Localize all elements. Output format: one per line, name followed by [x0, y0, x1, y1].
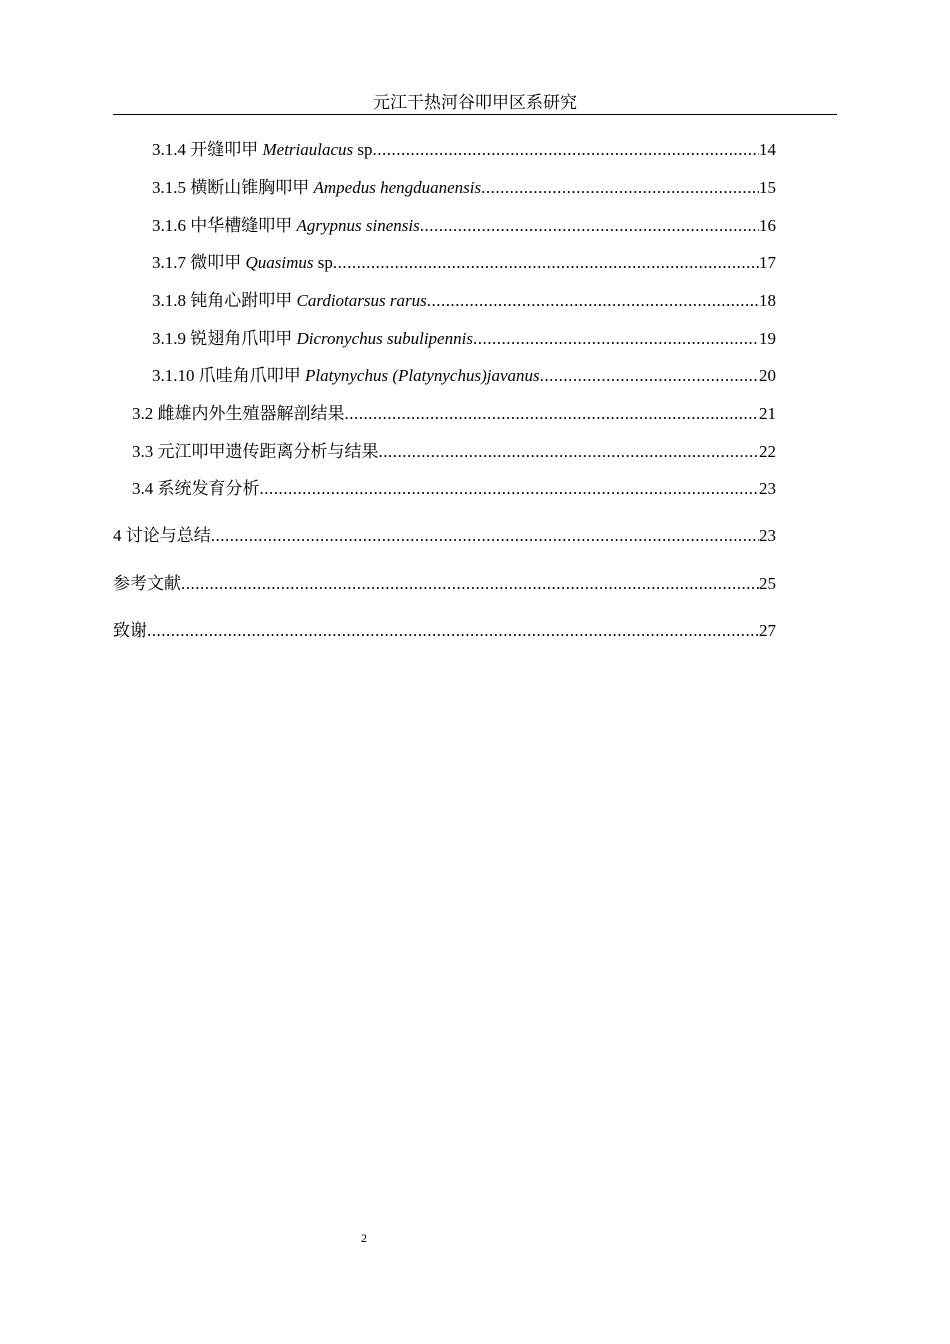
toc-entry-page: 27 — [759, 621, 776, 640]
toc-entry-label — [152, 250, 333, 276]
toc-entry-page: 22 — [759, 442, 776, 461]
toc-entry-number: 3.3 — [132, 442, 154, 461]
toc-entry-label — [132, 439, 379, 465]
toc-entry-latin: Dicronychus subulipennis — [296, 329, 473, 348]
toc-entry[interactable] — [152, 175, 776, 201]
toc-entry-latin: Cardiotarsus rarus — [296, 291, 427, 310]
toc-entry-label — [132, 401, 345, 427]
toc-entry-page: 18 — [759, 291, 776, 310]
toc-entry[interactable] — [152, 213, 776, 239]
toc-entry-page: 16 — [759, 216, 776, 235]
toc-entry[interactable] — [113, 571, 776, 597]
toc-entry[interactable] — [152, 137, 776, 163]
toc-entry-label — [152, 363, 540, 389]
toc-entry[interactable] — [113, 523, 776, 549]
toc-dot-leader — [481, 175, 759, 201]
toc-entry-page: 25 — [759, 574, 776, 593]
toc-entry-page: 19 — [759, 329, 776, 348]
toc-entry-number: 3.1.8 — [152, 291, 186, 310]
toc-entry-number: 3.1.9 — [152, 329, 186, 348]
toc-entry-page: 20 — [759, 366, 776, 385]
toc-dot-leader — [473, 326, 759, 352]
toc-entry-page: 14 — [759, 140, 776, 159]
toc-entry-page: 21 — [759, 404, 776, 423]
toc-entry-page: 17 — [759, 253, 776, 272]
toc-entry-suffix: sp — [313, 253, 333, 272]
toc-dot-leader — [333, 250, 759, 276]
toc-entry-title: 微叩甲 — [190, 253, 242, 272]
toc-entry-number: 3.1.6 — [152, 216, 186, 235]
toc-entry-label — [113, 523, 211, 549]
toc-entry-label — [132, 476, 260, 502]
toc-entry-title: 元江叩甲遗传距离分析与结果 — [157, 442, 379, 461]
toc-entry-number: 3.1.10 — [152, 366, 195, 385]
toc-dot-leader — [345, 401, 760, 427]
toc-entry-page: 23 — [759, 526, 776, 545]
toc-entry-title: 雌雄内外生殖器解剖结果 — [157, 404, 345, 423]
toc-entry-latin: Quasimus — [245, 253, 314, 272]
toc-entry[interactable] — [152, 288, 776, 314]
toc-entry-title: 爪哇角爪叩甲 — [198, 366, 301, 385]
page-number: 2 — [361, 1231, 367, 1245]
toc-entry-page: 15 — [759, 178, 776, 197]
toc-dot-leader — [181, 571, 759, 597]
toc-entry[interactable] — [132, 401, 776, 427]
toc-entry-label — [152, 137, 373, 163]
toc-entry-number: 3.1.7 — [152, 253, 186, 272]
toc-entry-label — [113, 618, 147, 644]
toc-entry[interactable] — [132, 476, 776, 502]
toc-dot-leader — [379, 439, 760, 465]
toc-entry-title: 锐翅角爪叩甲 — [190, 329, 293, 348]
toc-dot-leader — [373, 137, 759, 163]
toc-entry-number: 3.1.5 — [152, 178, 186, 197]
toc-entry-latin: Ampedus hengduanensis — [313, 178, 482, 197]
toc-entry[interactable] — [152, 250, 776, 276]
toc-entry-label — [152, 213, 420, 239]
toc-dot-leader — [211, 523, 759, 549]
toc-entry[interactable] — [132, 439, 776, 465]
toc-entry[interactable] — [113, 618, 776, 644]
toc-entry-latin: Platynychus (Platynychus)javanus — [305, 366, 540, 385]
toc-entry-number: 4 — [113, 526, 122, 545]
toc-dot-leader — [427, 288, 759, 314]
toc-dot-leader — [147, 618, 759, 644]
running-header — [113, 92, 837, 115]
toc-entry-latin: Metriaulacus — [262, 140, 354, 159]
toc-entry-page: 23 — [759, 479, 776, 498]
toc-entry-label — [152, 326, 473, 352]
toc-entry-title: 钝角心跗叩甲 — [190, 291, 293, 310]
toc-entry-label — [152, 175, 481, 201]
toc-entry-label — [113, 571, 181, 597]
toc-entry-title: 讨论与总结 — [125, 526, 211, 545]
toc-entry-suffix: sp — [353, 140, 373, 159]
toc-entry-number: 3.4 — [132, 479, 154, 498]
toc-entry-title: 系统发育分析 — [157, 479, 260, 498]
toc-entry-latin: Agrypnus sinensis — [296, 216, 420, 235]
toc-entry[interactable] — [152, 363, 776, 389]
toc-dot-leader — [420, 213, 759, 239]
toc-entry-number: 3.2 — [132, 404, 154, 423]
toc-entry-title: 致谢 — [113, 621, 147, 640]
toc-entry-title: 参考文献 — [113, 574, 181, 593]
toc-entry-title: 横断山锥胸叩甲 — [190, 178, 310, 197]
toc-entry-title: 中华槽缝叩甲 — [190, 216, 293, 235]
toc-entry[interactable] — [152, 326, 776, 352]
running-header-title: 元江干热河谷叩甲区系研究 — [373, 93, 577, 112]
toc-dot-leader — [260, 476, 760, 502]
toc-entry-label — [152, 288, 427, 314]
toc-dot-leader — [540, 363, 759, 389]
toc-entry-title: 开缝叩甲 — [190, 140, 259, 159]
toc-entry-number: 3.1.4 — [152, 140, 186, 159]
